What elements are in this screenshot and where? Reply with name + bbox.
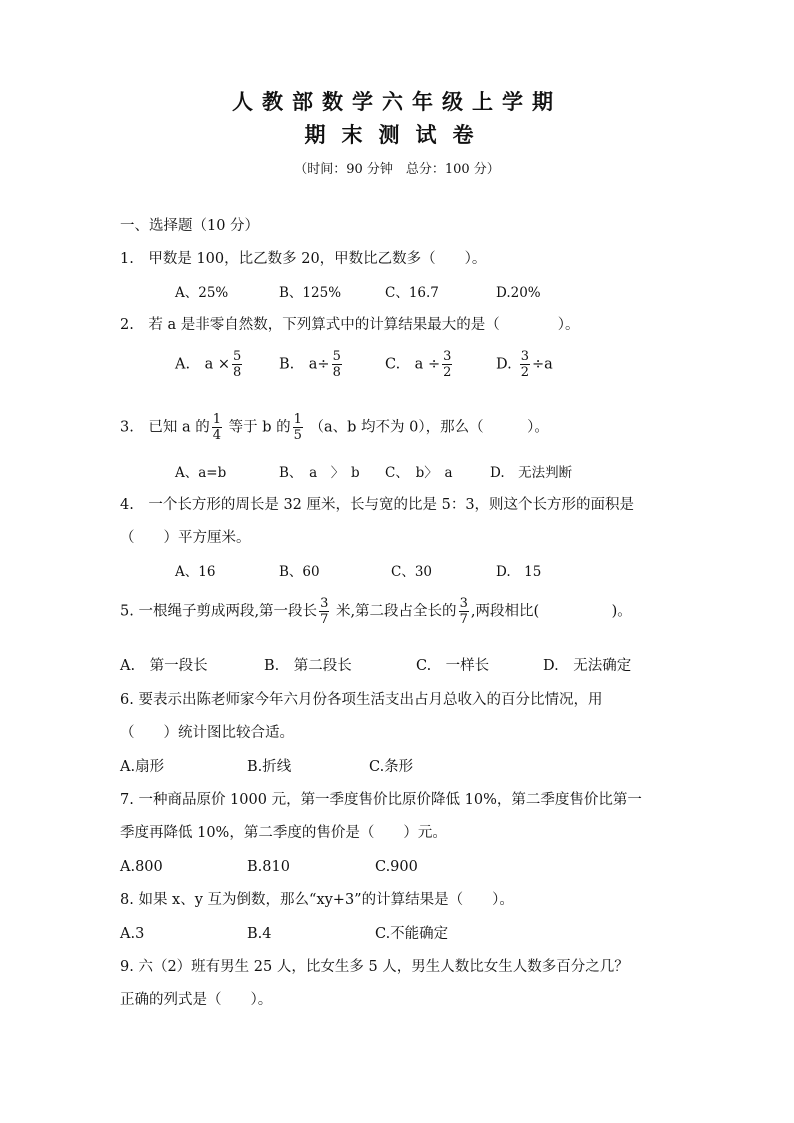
q1-option-b: B、125%: [279, 285, 342, 301]
q2-option-d: D. $\frac{3}{2}$ ÷a: [496, 349, 553, 380]
q5-option-a: A. 第一段长: [120, 658, 208, 674]
fraction: $\frac{3}{7}$: [459, 596, 468, 627]
fraction: $\frac{3}{2}$: [520, 349, 529, 380]
exam-subtitle-title: 期末测试卷: [304, 122, 490, 147]
q1-option-a: A、25%: [175, 285, 229, 301]
q2-option-a-expr: A. a ×: [175, 356, 230, 373]
exam-title: 人教部数学六年级上学期: [232, 89, 562, 114]
question-8-stem: 8. 如果 x、y 互为倒数，那么“xy+3”的计算结果是（ ）。: [120, 892, 514, 908]
fraction: $\frac{5}{8}$: [232, 349, 242, 380]
q4-option-d: D. 15: [496, 564, 542, 580]
q6-option-c: C.条形: [369, 759, 414, 775]
q7-option-b: B.810: [247, 859, 290, 875]
q8-option-a: A.3: [120, 926, 145, 942]
question-6-line1: 6. 要表示出陈老师家今年六月份各项生活支出占月总收入的百分比情况，用: [120, 692, 603, 708]
q8-option-c: C.不能确定: [375, 926, 449, 942]
q2-option-b-expr: B. a÷: [279, 356, 330, 373]
q7-option-a: A.800: [120, 859, 163, 875]
q3-option-d: D. 无法判断: [490, 465, 573, 481]
q2-option-c: [385, 349, 454, 380]
question-4-line2: （ ）平方厘米。: [120, 530, 251, 546]
question-7-line1: 7. 一种商品原价 1000 元，第一季度售价比原价降低 10%，第二季度售价比第一: [120, 792, 642, 808]
fraction: $\frac{1}{5}$: [293, 412, 302, 443]
section-heading: 一、选择题（10 分）: [120, 218, 260, 234]
q3-option-b: B、 a 〉 b: [279, 465, 360, 481]
q7-option-c: C.900: [375, 859, 418, 875]
question-2-stem: 2. 若 a 是非零自然数，下列算式中的计算结果最大的是（ ）。: [120, 317, 580, 333]
question-1-stem: 1. 甲数是 100，比乙数多 20，甲数比乙数多（ ）。: [120, 251, 487, 267]
q6-option-a: A.扇形: [120, 759, 165, 775]
fraction: $\frac{5}{8}$: [332, 349, 341, 380]
question-4-line1: 4. 一个长方形的周长是 32 厘米，长与宽的比是 5：3，则这个长方形的面积是: [120, 497, 635, 513]
fraction: $\frac{3}{2}$: [443, 349, 452, 380]
fraction: $\frac{3}{7}$: [320, 596, 329, 627]
question-9-line2: 正确的列式是（ ）。: [120, 992, 273, 1008]
q2-option-b: [279, 349, 344, 380]
question-3-stem: 3. 已知 a 的 $\frac{1}{4}$ 等于 b 的 $\frac{1}{5}$ （a、b 均不为 0），那么（ ）。: [120, 412, 549, 443]
q1-option-c: C、16.7: [385, 285, 439, 301]
q2-option-a: [175, 349, 244, 380]
question-6-line2: （ ）统计图比较合适。: [120, 725, 294, 741]
q1-option-d: D.20%: [496, 285, 541, 301]
q5-option-c: C. 一样长: [416, 658, 490, 674]
q4-option-c: C、30: [391, 564, 433, 580]
q3-option-c: C、 b〉 a: [385, 465, 453, 481]
q2-option-c-expr: C. a ÷: [385, 356, 441, 373]
question-5-stem: 5. 一根绳子剪成两段,第一段长 $\frac{3}{7}$ 米,第二段占全长的 $\frac{3}{7}$ ,两段相比( )。: [120, 596, 632, 627]
q8-option-b: B.4: [247, 926, 272, 942]
q4-option-b: B、60: [279, 564, 320, 580]
fraction: $\frac{1}{4}$: [212, 412, 221, 443]
q6-option-b: B.折线: [247, 759, 292, 775]
q3-option-a: A、a=b: [175, 465, 227, 481]
q5-option-d: D. 无法确定: [543, 658, 632, 674]
question-7-line2: 季度再降低 10%，第二季度的售价是（ ）元。: [120, 825, 447, 841]
exam-time-score: （时间：90 分钟 总分：100 分）: [294, 162, 500, 177]
q4-option-a: A、16: [175, 564, 216, 580]
q2-option-d-expr: D.: [496, 356, 512, 373]
question-9-line1: 9. 六（2）班有男生 25 人，比女生多 5 人，男生人数比女生人数多百分之几？: [120, 959, 629, 975]
q5-option-b: B. 第二段长: [264, 658, 352, 674]
